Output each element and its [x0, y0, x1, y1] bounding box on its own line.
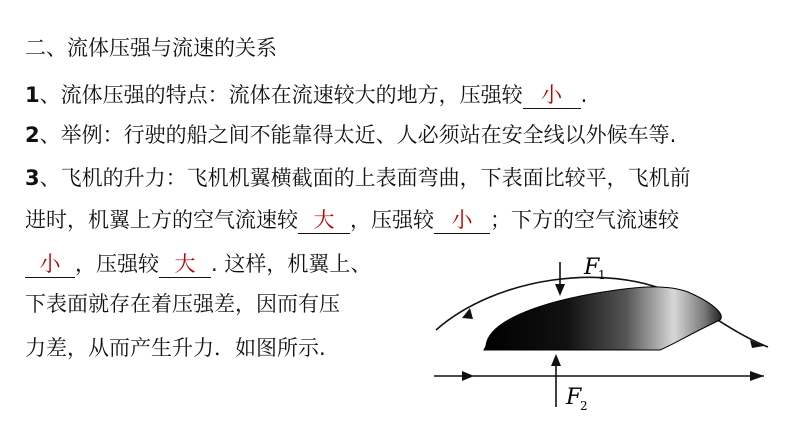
item-1-blank	[523, 82, 581, 109]
item-1-end: .	[580, 83, 588, 107]
item-3-line-2	[25, 205, 679, 235]
lower-airflow-arrow-2	[750, 371, 764, 381]
item-1-text: 、流体压强的特点：流体在流速较大的地方，压强较	[39, 83, 523, 107]
item-3-answer-a: 大	[313, 208, 335, 232]
f1-subscript: 1	[598, 268, 606, 282]
item-3-text-3b: ，压强较	[75, 252, 159, 276]
item-1-number: 1	[25, 83, 40, 107]
item-3-line-1	[25, 163, 691, 193]
item-3-blank-d	[159, 251, 211, 278]
item-3-line-4: 下表面就存在着压强差，因而有压	[25, 292, 340, 316]
item-3-blank-c	[25, 251, 75, 278]
item-3-text-2c: ；下方的空气流速较	[490, 208, 679, 232]
item-3-text-3c: . 这样，机翼上、	[211, 252, 372, 276]
item-3-answer-b: 小	[451, 208, 473, 232]
item-3-line-5: 力差，从而产生升力．如图所示.	[25, 336, 326, 360]
item-3-answer-c: 小	[39, 252, 61, 276]
item-3-text-2a: 进时，机翼上方的空气流速较	[25, 208, 298, 232]
item-1	[25, 80, 587, 110]
item-3-text-1: 、飞机的升力：飞机机翼横截面的上表面弯曲，下表面比较平，飞机前	[39, 166, 691, 190]
wing-cross-section	[484, 287, 721, 350]
item-3-line-3	[25, 249, 371, 279]
item-2	[25, 120, 676, 150]
item-2-text: 、举例：行驶的船之间不能靠得太近、人必须站在安全线以外候车等.	[39, 123, 677, 147]
f2-subscript: 2	[580, 399, 588, 413]
item-3-blank-b	[434, 207, 490, 234]
wing-diagram	[426, 252, 776, 430]
item-1-answer: 小	[541, 83, 563, 107]
f2-arrow-head	[551, 354, 561, 366]
item-2-number: 2	[25, 123, 40, 147]
item-3-text-2b: ，压强较	[350, 208, 434, 232]
item-3-answer-d: 大	[174, 252, 196, 276]
wing-diagram-svg	[426, 252, 776, 430]
item-3-blank-a	[298, 207, 350, 234]
item-3-number: 3	[25, 166, 40, 190]
section-heading: 二、流体压强与流速的关系	[25, 36, 277, 60]
lower-airflow-arrow-1	[462, 371, 474, 381]
f1-arrow-head	[555, 284, 565, 296]
f2-label: F	[566, 385, 582, 410]
f1-label: F	[584, 255, 600, 280]
